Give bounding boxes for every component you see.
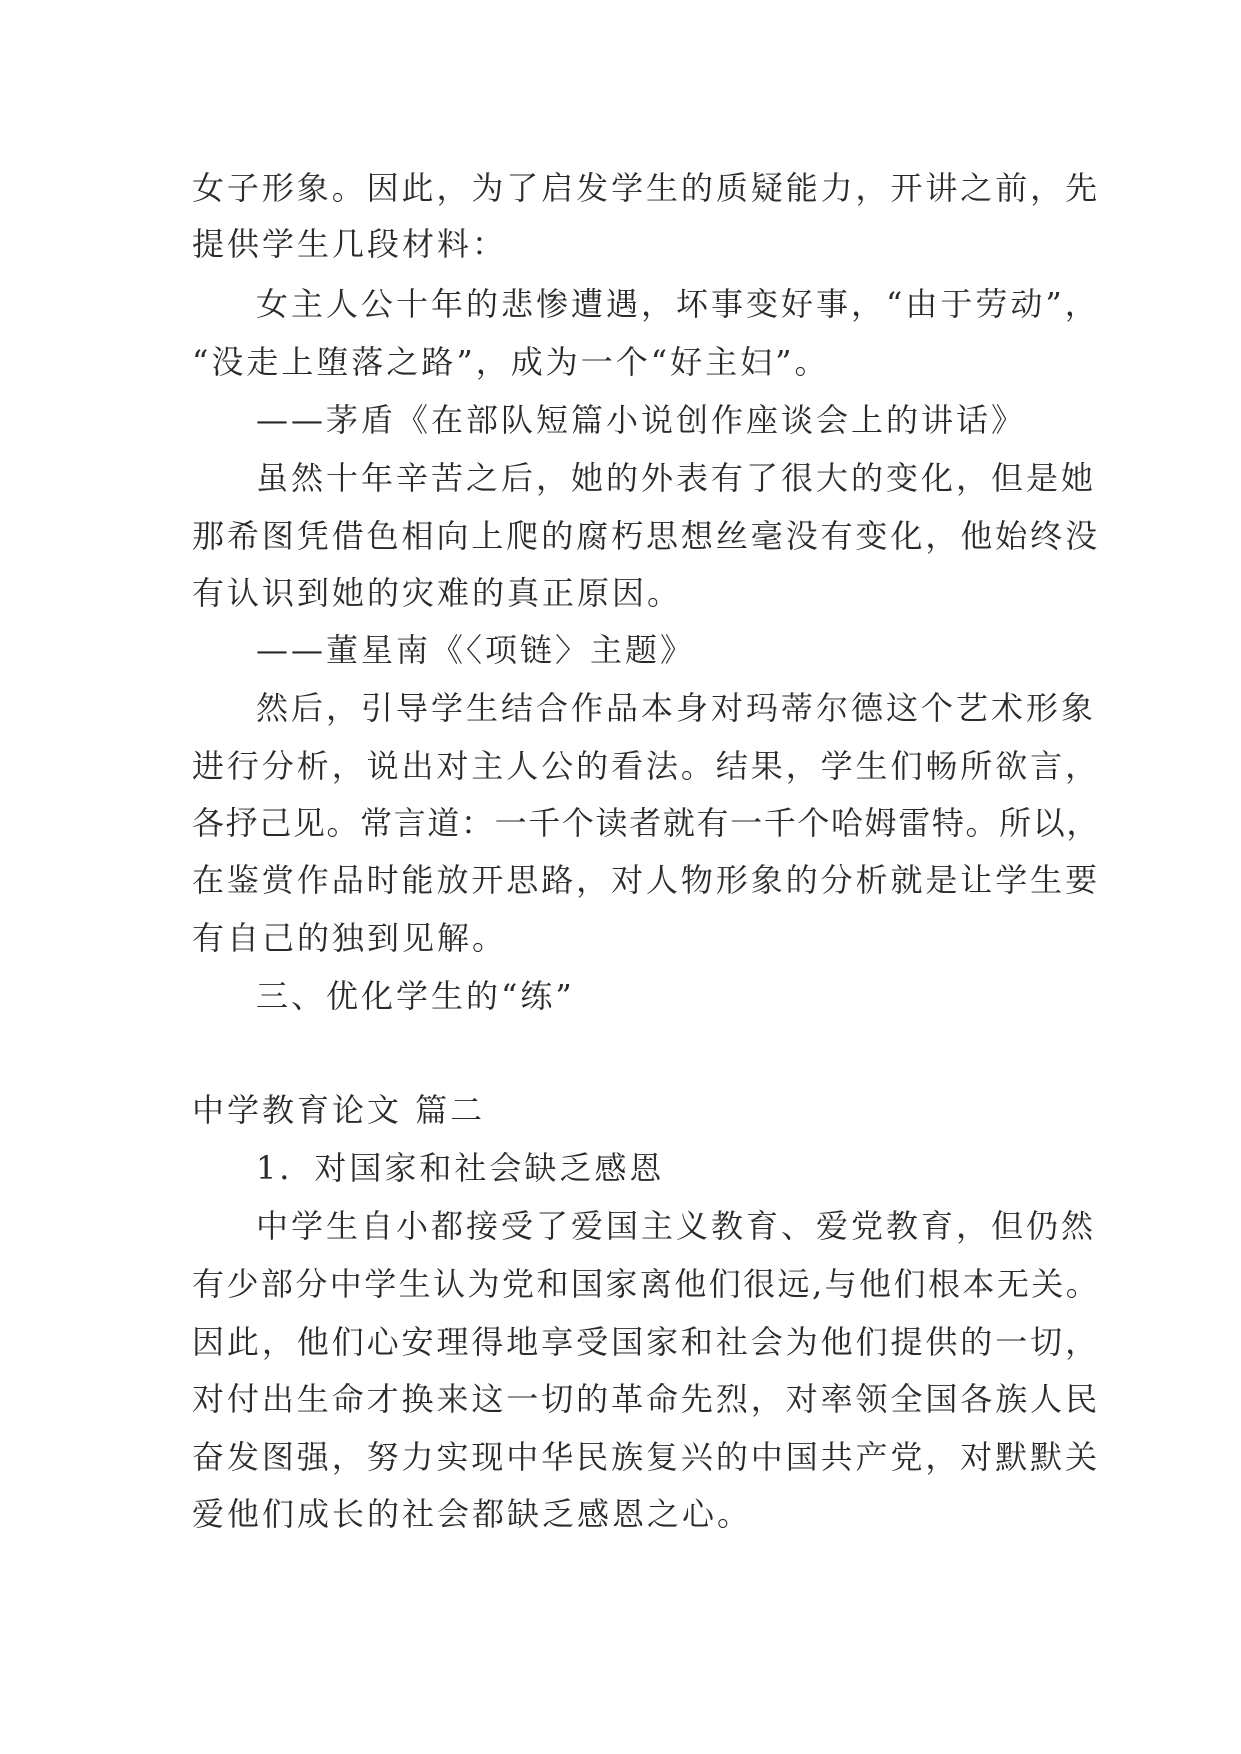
paragraph-line: 然后，引导学生结合作品本身对玛蒂尔德这个艺术形象 xyxy=(256,689,1097,727)
paragraph-line: 对付出生命才换来这一切的革命先烈，对率领全国各族人民 xyxy=(192,1380,1101,1418)
paragraph-line: 奋发图强，努力实现中华民族复兴的中国共产党，对默默关 xyxy=(192,1438,1101,1476)
quote-attribution: ——董星南《〈项链〉主题》 xyxy=(256,631,696,669)
paragraph-line: 有少部分中学生认为党和国家离他们很远,与他们根本无关。 xyxy=(192,1265,1101,1303)
paragraph-line: 提供学生几段材料： xyxy=(192,225,508,263)
quote-line: “没走上堕落之路”，成为一个“好主妇”。 xyxy=(192,343,830,381)
paragraph-line: 中学生自小都接受了爱国主义教育、爱党教育，但仍然 xyxy=(256,1207,1097,1245)
subsection-heading: 1．对国家和社会缺乏感恩 xyxy=(256,1149,665,1187)
paragraph-line: 各抒己见。常言道：一千个读者就有一千个哈姆雷特。所以， xyxy=(192,804,1101,842)
article-title: 中学教育论文 篇二 xyxy=(192,1091,486,1129)
paragraph-line: 女子形象。因此，为了启发学生的质疑能力，开讲之前，先 xyxy=(192,169,1101,207)
section-heading: 三、优化学生的“练” xyxy=(256,977,575,1015)
paragraph-line: 爱他们成长的社会都缺乏感恩之心。 xyxy=(192,1495,753,1533)
quote-line: 女主人公十年的悲惨遭遇，坏事变好事，“由于劳动”， xyxy=(256,285,1100,323)
paragraph-line: 因此，他们心安理得地享受国家和社会为他们提供的一切， xyxy=(192,1323,1101,1361)
paragraph-line: 有自己的独到见解。 xyxy=(192,919,508,957)
quote-line: 有认识到她的灾难的真正原因。 xyxy=(192,574,683,612)
quote-line: 虽然十年辛苦之后，她的外表有了很大的变化，但是她 xyxy=(256,459,1097,497)
quote-line: 那希图凭借色相向上爬的腐朽思想丝毫没有变化，他始终没 xyxy=(192,517,1101,555)
paragraph-line: 在鉴赏作品时能放开思路，对人物形象的分析就是让学生要 xyxy=(192,861,1101,899)
quote-attribution: ——茅盾《在部队短篇小说创作座谈会上的讲话》 xyxy=(256,401,1027,439)
paragraph-line: 进行分析，说出对主人公的看法。结果，学生们畅所欲言， xyxy=(192,747,1101,785)
